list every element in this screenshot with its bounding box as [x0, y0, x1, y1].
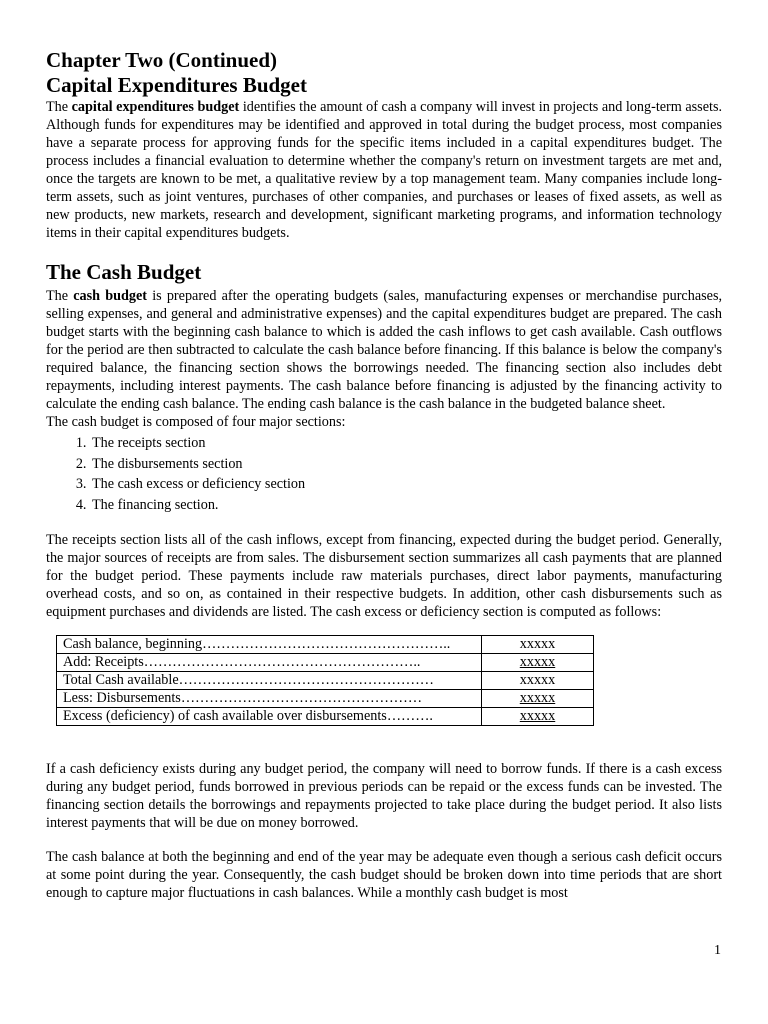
table-cell-value: xxxxx	[482, 636, 594, 654]
capital-bold-term: capital expenditures budget	[71, 99, 240, 115]
table-cell-label: Cash balance, beginning……………………………………………..	[57, 636, 482, 654]
table-cell-value: xxxxx	[482, 690, 594, 708]
list-item: 1. The receipts section	[90, 433, 722, 454]
table-cell-label: Total Cash available………………………………………………	[57, 672, 482, 690]
receipts-paragraph: The receipts section lists all of the cash inflows, except from financing, expected during the budget period. Generally, the major sources of receipts are from sales. The disbursement section summarizes all cash payments that are planned for the budget period. These payments include raw materials purchases, direct labor payments, manufacturing overhead costs, and so on, as contained in their respective budgets. In addition, other cash disbursements such as equipment purchases and dividends are listed. The cash excess or deficiency section is computed as follows:	[46, 532, 722, 620]
table-cell-label: Add: Receipts…………………………………………………..	[57, 654, 482, 672]
capital-budget-paragraph	[46, 98, 722, 242]
cash-intro-word: The	[46, 288, 69, 304]
capital-intro-word: The	[46, 99, 69, 115]
cash-balance-paragraph: The cash balance at both the beginning and end of the year may be adequate even though a serious cash deficit occurs at some point during the year. Consequently, the cash budget should be broken down into time periods that are short enough to capture major fluctuations in cash balances. While a monthly cash budget is most	[46, 849, 722, 901]
capital-budget-heading: Capital Expenditures Budget	[46, 73, 307, 97]
table-row	[57, 708, 594, 726]
table-row	[57, 636, 594, 654]
sections-intro: The cash budget is composed of four major sections:	[46, 414, 346, 430]
cash-bold-term: cash budget	[73, 288, 148, 304]
table-cell-value: xxxxx	[482, 708, 594, 726]
table-cell-value: xxxxx	[482, 672, 594, 690]
table-cell-label: Excess (deficiency) of cash available over disbursements……….	[57, 708, 482, 726]
list-item: 2. The disbursements section	[90, 454, 722, 475]
cash-paragraph-text: is prepared after the operating budgets (sales, manufacturing expenses or merchandise purchases, selling expenses, and general and administrative expenses) and the capital expenditures budget are prepared. The cash budget starts with the beginning cash balance to which is added the cash inflows to get cash available. Cash outflows for the period are then subtracted to calculate the cash balance before financing. If this balance is below the company's required balance, the financing section shows the borrowings needed. The financing section also includes debt repayments, including interest payments. The cash balance before financing is adjusted by the financing activity to calculate the ending cash balance. The ending cash balance is the cash balance in the budgeted balance sheet.	[46, 288, 723, 412]
cash-excess-table	[56, 635, 594, 726]
deficiency-paragraph: If a cash deficiency exists during any budget period, the company will need to borrow funds. If there is a cash excess during any budget period, funds borrowed in previous periods can be repaid or the excess funds can be invested. The financing section details the borrowings and repayments projected to take place during the budget period. It also lists interest payments that will be due on money borrowed.	[46, 761, 722, 831]
sections-list	[46, 433, 722, 515]
table-cell-value: xxxxx	[482, 654, 594, 672]
chapter-heading: Chapter Two (Continued)	[46, 48, 278, 72]
table-row	[57, 672, 594, 690]
page-content	[46, 48, 722, 902]
cash-budget-paragraph	[46, 287, 722, 413]
table-cell-label: Less: Disbursements……………………………………………	[57, 690, 482, 708]
list-item: 4. The financing section.	[90, 495, 722, 516]
page-number: 1	[714, 943, 721, 958]
table-row	[57, 690, 594, 708]
list-item: 3. The cash excess or deficiency section	[90, 474, 722, 495]
cash-budget-heading: The Cash Budget	[46, 260, 202, 284]
capital-paragraph-text: identifies the amount of cash a company will invest in projects and long-term assets. Although funds for expenditures may be identified and approved in total during the budget process, most companies have a separate process for approving funds for the specific items included in a capital expenditures budget. The process includes a financial evaluation to determine whether the company's return on investment targets are met and, once the targets are known to be met, a qualitative review by a top management team. Many companies include long-term assets, such as joint ventures, purchases of other companies, and purchases or leases of fixed assets, as well as new products, new markets, research and development, significant marketing programs, and information technology items in their capital expenditures budgets.	[46, 99, 723, 241]
table-row	[57, 654, 594, 672]
